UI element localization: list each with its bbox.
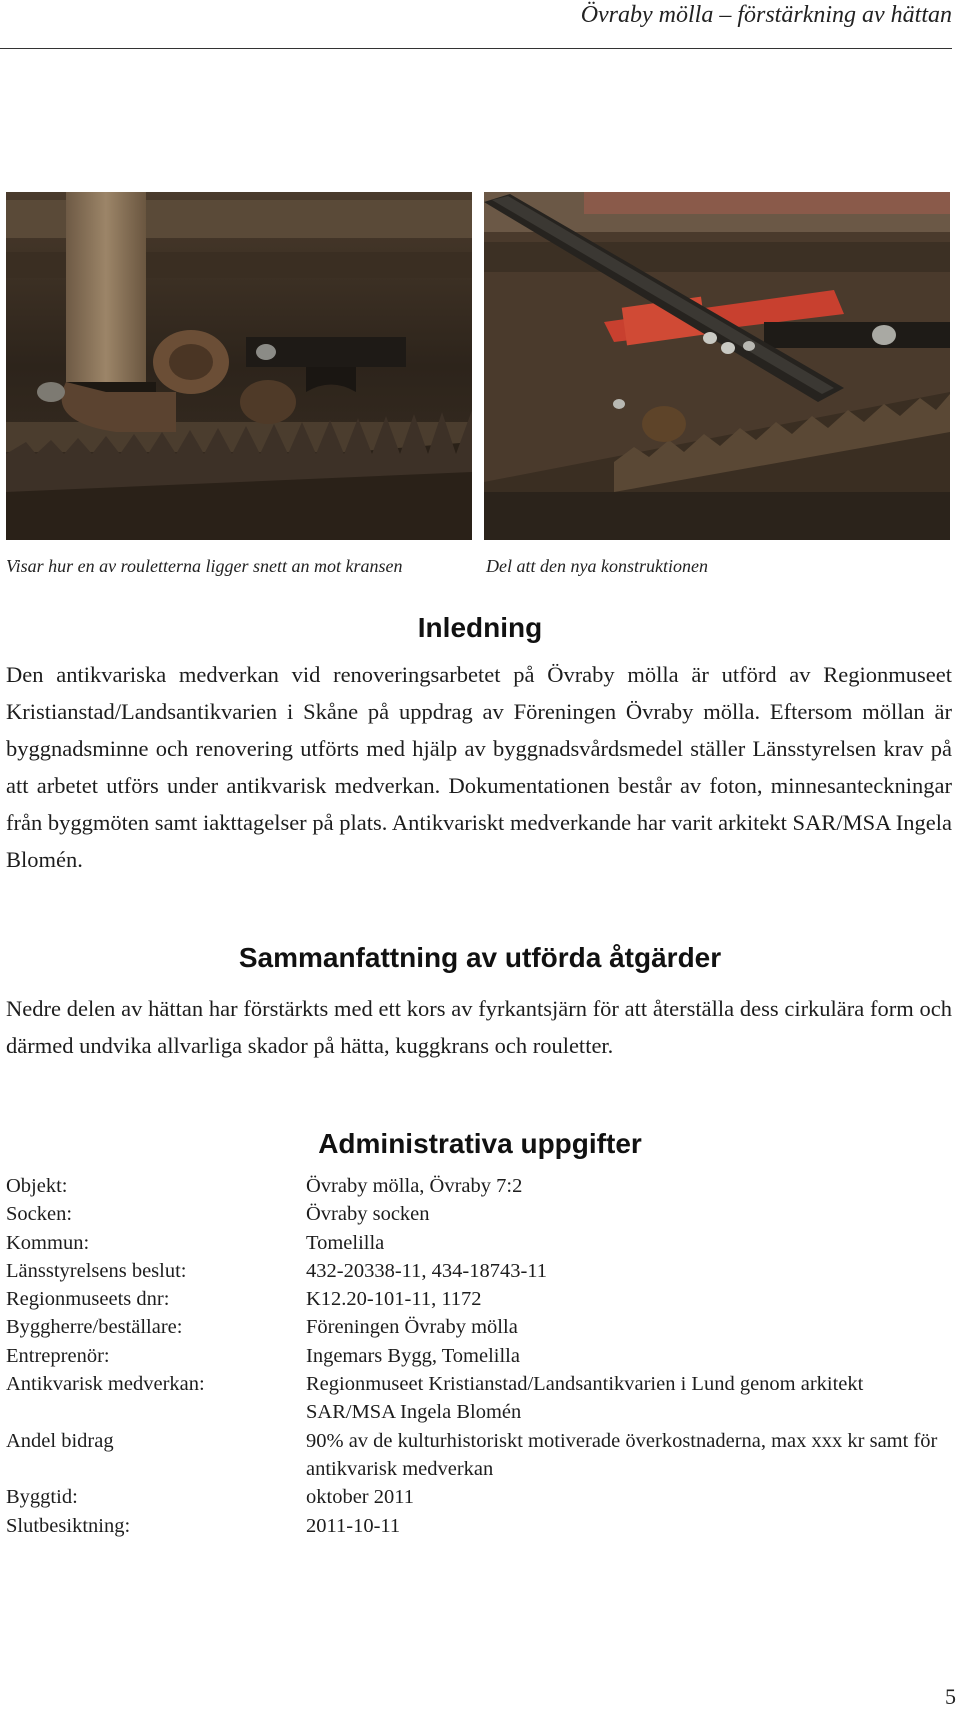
page-number: 5 [945,1684,956,1709]
admin-label: Andel bidrag [6,1429,114,1452]
admin-label: Antikvarisk medverkan: [6,1373,205,1396]
admin-row [6,1172,952,1200]
admin-row [6,1342,952,1370]
admin-row [6,1313,952,1341]
section-heading-summary: Sammanfattning av utförda åtgärder [238,942,722,973]
photo-caption-right: Del att den nya konstruktionen [486,556,708,576]
admin-row [6,1200,952,1228]
admin-value: 90% av de kulturhistoriskt motiverade överkostnaderna, max xxx kr samt för antikvarisk medverkan [306,1429,938,1480]
admin-value: Regionmuseet Kristianstad/Landsantikvarien i Lund genom arkitekt SAR/MSA Ingela Blomén [306,1373,864,1424]
admin-row [6,1483,952,1511]
section-heading-intro: Inledning [417,612,543,643]
admin-value: Tomelilla [306,1231,385,1254]
admin-row [6,1370,952,1427]
photo-roulette [6,192,472,540]
admin-label: Objekt: [6,1175,68,1197]
admin-label: Byggherre/beställare: [6,1316,183,1339]
admin-value: 2011-10-11 [306,1514,401,1537]
admin-row [6,1257,952,1285]
admin-value: 432-20338-11, 434-18743-11 [306,1259,548,1282]
header-title: Övraby mölla – förstärkning av hättan [580,2,952,28]
admin-label: Byggtid: [6,1486,78,1509]
admin-value: Ingemars Bygg, Tomelilla [306,1344,520,1367]
section-heading-admin: Administrativa uppgifter [318,1128,642,1159]
admin-value: Övraby mölla, Övraby 7:2 [306,1175,523,1197]
photo-new-construction [484,192,950,540]
admin-label: Länsstyrelsens beslut: [6,1259,187,1282]
intro-paragraph: Den antikvariska medverkan vid renoveringsarbetet på Övraby mölla är utförd av Regionmuseet Kristianstad/Landsantikvarien i Skåne på uppdrag av Föreningen Övraby mölla. Eftersom möllan är byggnadsminne och renovering utförts med hjälp av byggnadsvårdsmedel ställer Länsstyrelsen krav på att arbetet utförs under antikvarisk medverkan. Dokumentationen består av foton, minnesanteckningar från byggmöten samt iakttagelser på plats. Antikvariskt medverkande har varit arkitekt SAR/MSA Ingela Blomén. [6,662,952,872]
page-header [0,0,952,49]
admin-value: Övraby socken [306,1203,430,1226]
admin-row [6,1285,952,1313]
admin-label: Kommun: [6,1231,90,1254]
admin-label: Entreprenör: [6,1344,110,1367]
admin-value: Föreningen Övraby mölla [306,1316,518,1339]
photo-caption-left: Visar hur en av rouletterna ligger snett an mot kransen [6,556,403,576]
summary-paragraph: Nedre delen av hättan har förstärkts med ett kors av fyrkantsjärn för att återställa dess cirkulära form och därmed undvika allvarliga skador på hätta, kuggkrans och rouletter. [6,996,952,1058]
admin-row [6,1512,952,1540]
admin-label: Slutbesiktning: [6,1514,131,1537]
admin-label: Socken: [6,1203,73,1226]
admin-details-table [6,1172,952,1540]
admin-row [6,1427,952,1484]
admin-label: Regionmuseets dnr: [6,1288,170,1311]
admin-row [6,1229,952,1257]
admin-value: K12.20-101-11, 1172 [306,1288,482,1311]
admin-value: oktober 2011 [306,1486,414,1509]
